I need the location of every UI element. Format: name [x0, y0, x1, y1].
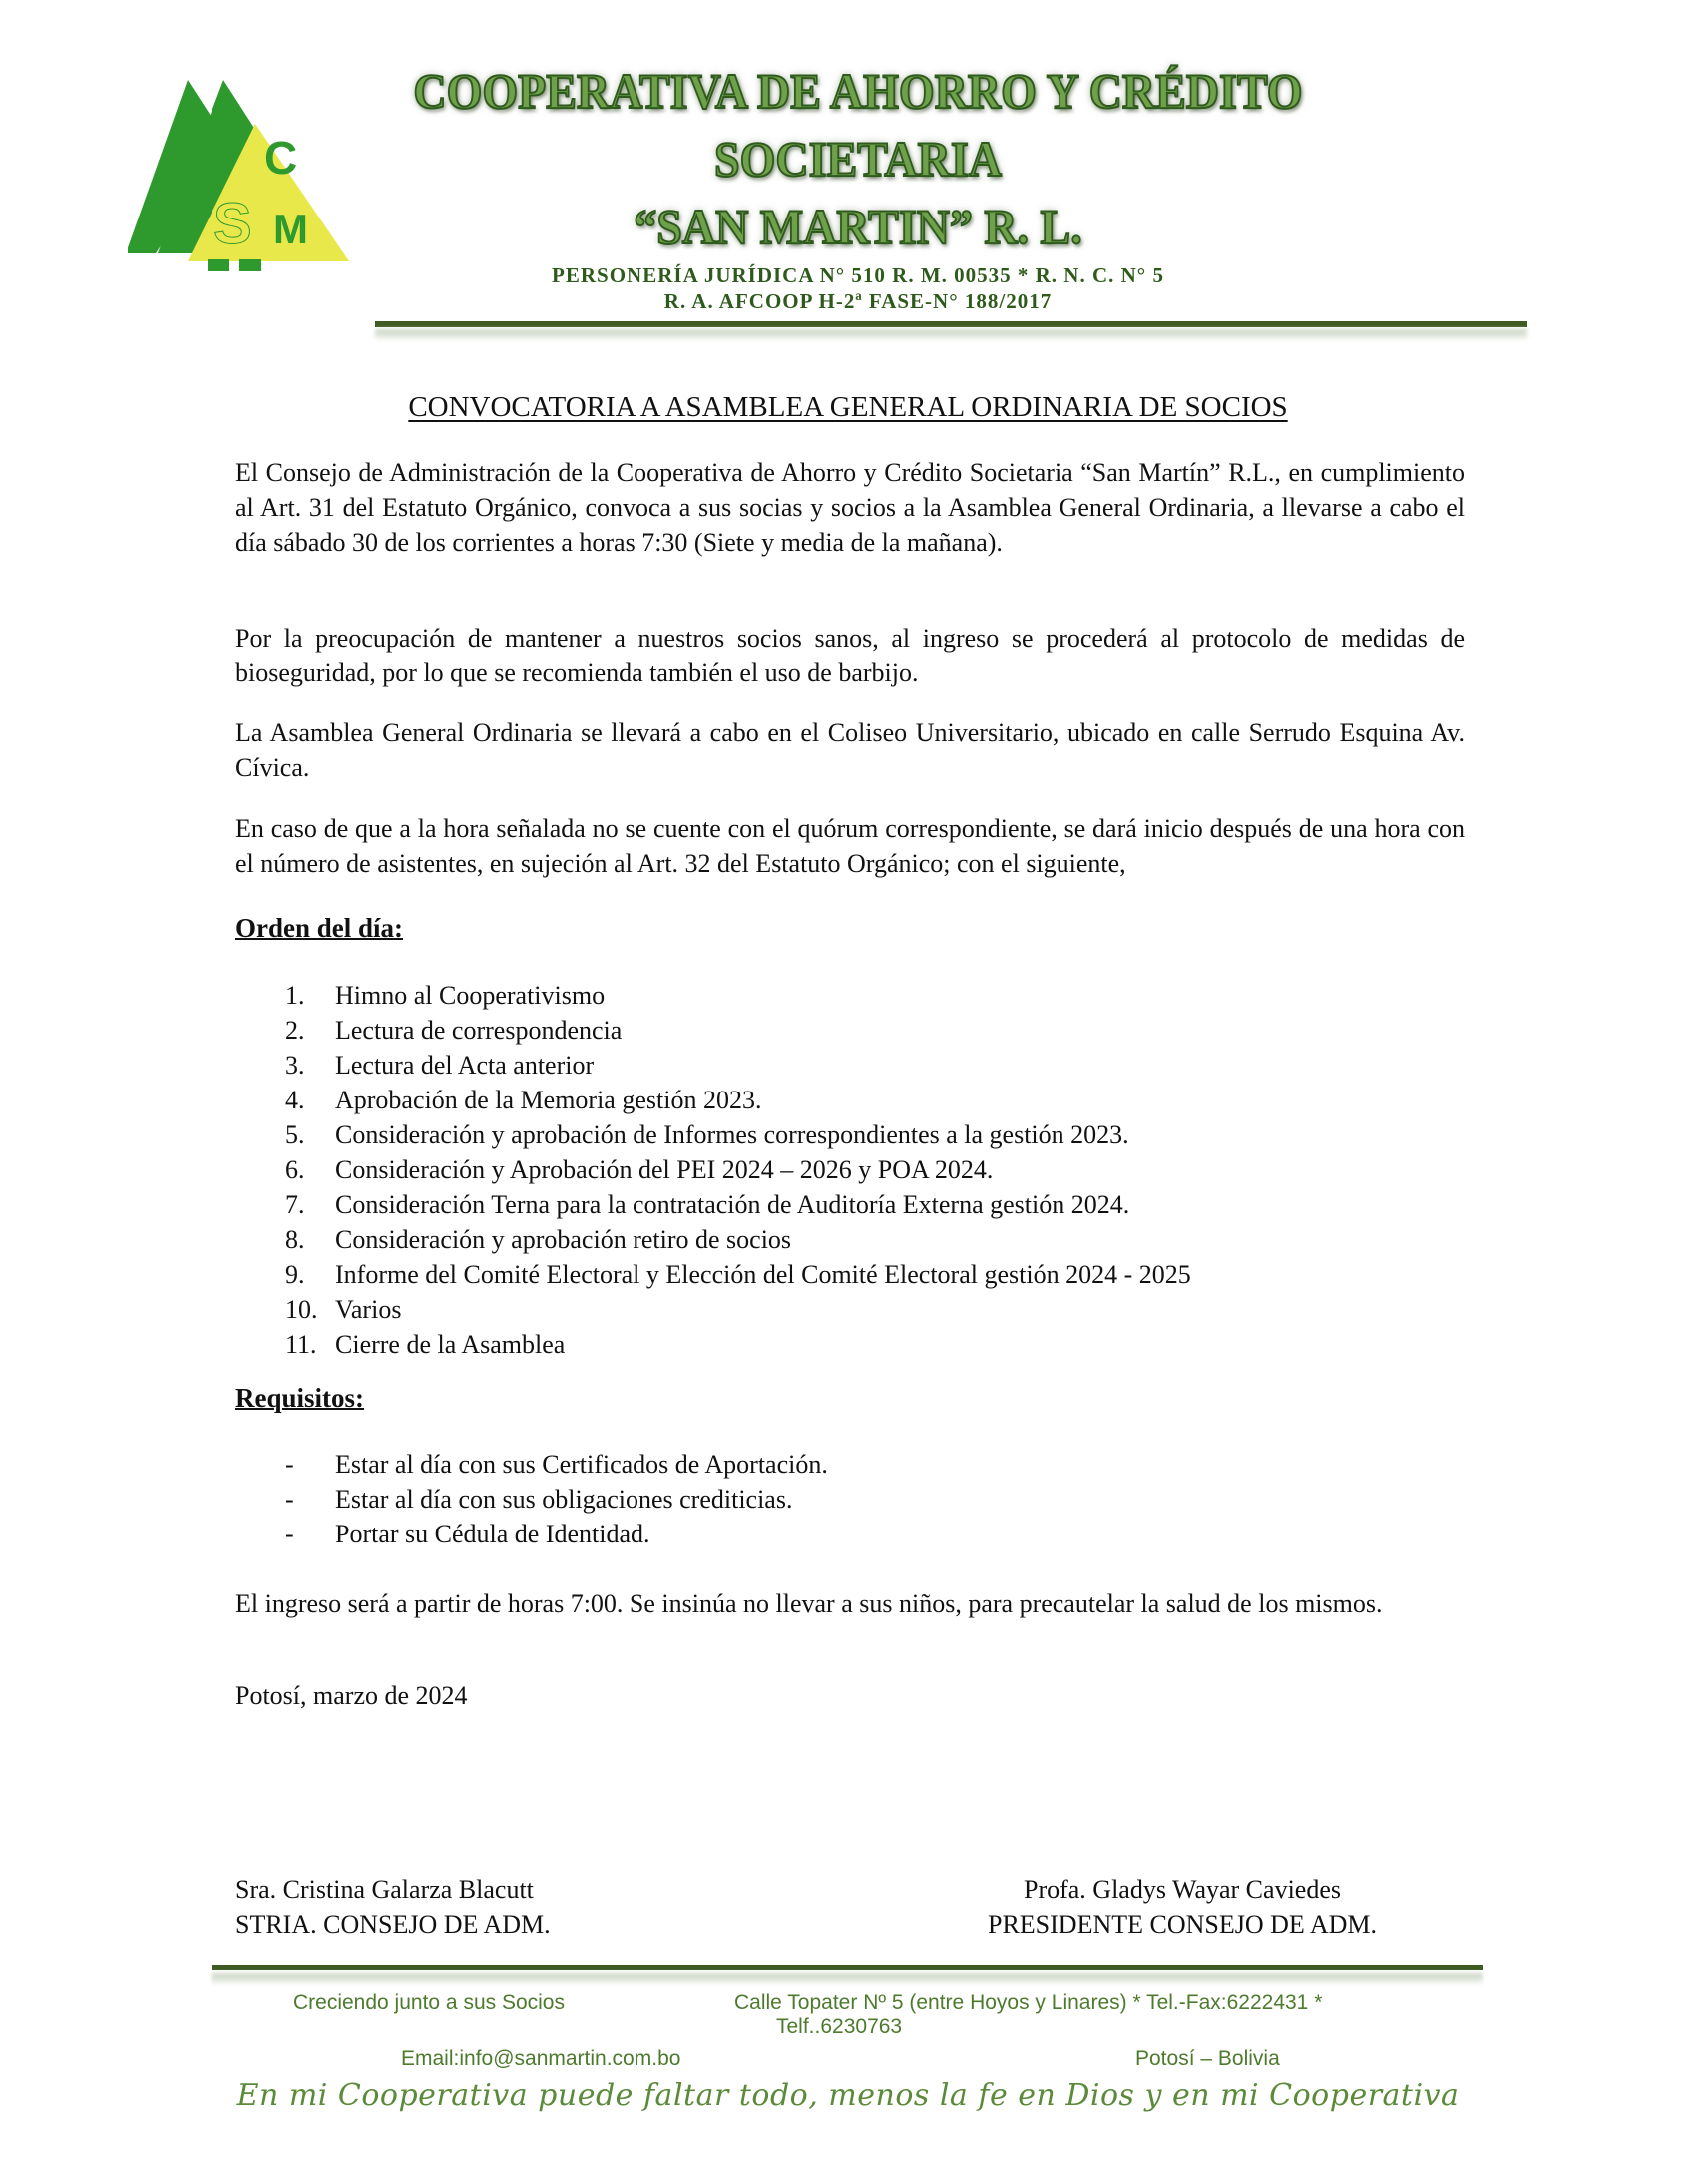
org-title-line1: COOPERATIVA DE AHORRO Y CRÉDITO — [413, 63, 1303, 119]
footer-motto: En mi Cooperativa puede faltar todo, menos la fe en Dios y en mi Cooperativa — [236, 2078, 1460, 2113]
agenda-item-text: Himno al Cooperativismo — [335, 981, 606, 1010]
agenda-heading: Orden del día: — [235, 913, 404, 943]
requirement-item — [235, 1517, 828, 1551]
agenda-item-number: 7. — [285, 1190, 305, 1219]
agenda-item — [235, 1013, 1191, 1048]
header-divider-shadow — [375, 329, 1527, 339]
footer-phone: Telf..6230763 — [776, 2015, 903, 2038]
agenda-item-number: 5. — [285, 1120, 305, 1149]
header-divider — [375, 321, 1527, 327]
svg-text:S: S — [213, 192, 252, 256]
agenda-item-number: 8. — [285, 1225, 305, 1254]
agenda-item — [235, 1187, 1191, 1222]
document-title: CONVOCATORIA A ASAMBLEA GENERAL ORDINARIA DE SOCIOS — [408, 391, 1288, 423]
agenda-item — [235, 1327, 1191, 1362]
org-title-line3: “SAN MARTIN” R. L. — [634, 199, 1082, 254]
footer-divider — [212, 1965, 1483, 1970]
agenda-item-text: Lectura del Acta anterior — [335, 1051, 595, 1080]
signature-secretary — [235, 1872, 551, 1942]
requirements-heading: Requisitos: — [235, 1383, 365, 1413]
agenda-item-number: 1. — [285, 981, 305, 1010]
agenda-item — [235, 1257, 1191, 1292]
agenda-item-text: Consideración Terna para la contratación de Auditoría Externa gestión 2024. — [335, 1190, 1130, 1219]
agenda-item — [235, 1048, 1191, 1083]
agenda-item-text: Cierre de la Asamblea — [335, 1330, 566, 1359]
requirement-text: Estar al día con sus obligaciones crediticias. — [335, 1485, 793, 1514]
footer-city: Potosí – Bolivia — [1135, 2047, 1280, 2070]
place-date: Potosí, marzo de 2024 — [235, 1681, 468, 1710]
agenda-item-number: 3. — [285, 1051, 305, 1080]
signatory-name: Sra. Cristina Galarza Blacutt — [235, 1875, 534, 1904]
agenda-item — [235, 1117, 1191, 1152]
requirement-item — [235, 1447, 828, 1482]
footer-email[interactable]: Email:info@sanmartin.com.bo — [401, 2047, 681, 2070]
agenda-item-number: 4. — [285, 1086, 305, 1114]
org-title-line2: SOCIETARIA — [713, 131, 1002, 187]
agenda-item-number: 2. — [285, 1016, 305, 1045]
agenda-item — [235, 1152, 1191, 1187]
signatory-role: STRIA. CONSEJO DE ADM. — [235, 1910, 551, 1939]
dash-bullet-icon: - — [285, 1485, 294, 1514]
svg-text:M: M — [273, 206, 308, 252]
agenda-item-text: Consideración y aprobación retiro de socios — [335, 1225, 792, 1254]
footer-slogan: Creciendo junto a sus Socios — [293, 1991, 565, 2014]
svg-text:C: C — [264, 132, 298, 184]
agenda-item-text: Aprobación de la Memoria gestión 2023. — [335, 1086, 762, 1114]
paragraph-convocation: El Consejo de Administración de la Cooperativa de Ahorro y Crédito Societaria “San Martín” R.L., en cumplimiento al Art. 31 del Estatuto Orgánico, convoca a sus socias y socios a la Asamblea General Ordinaria, a llevarse a cabo el día sábado 30 de los corrientes a horas 7:30 (Siete y media de la mañana). — [235, 458, 1465, 557]
agenda-item — [235, 1222, 1191, 1257]
footer-divider-shadow — [212, 1973, 1483, 1983]
pine-tree-logo-icon — [128, 64, 355, 271]
agenda-item-number: 9. — [285, 1260, 305, 1289]
agenda-item-number: 10. — [285, 1295, 318, 1324]
paragraph-biosecurity: Por la preocupación de mantener a nuestros socios sanos, al ingreso se procederá al protocolo de medidas de bioseguridad, por lo que se recomienda también el uso de barbijo. — [235, 624, 1465, 687]
dash-bullet-icon: - — [285, 1520, 294, 1548]
signatory-role: PRESIDENTE CONSEJO DE ADM. — [987, 1910, 1378, 1939]
paragraph-venue: La Asamblea General Ordinaria se llevará a cabo en el Coliseo Universitario, ubicado en calle Serrudo Esquina Av. Cívica. — [235, 718, 1465, 782]
requirement-text: Estar al día con sus Certificados de Aportación. — [335, 1450, 828, 1479]
requirement-text: Portar su Cédula de Identidad. — [335, 1520, 650, 1548]
agenda-item — [235, 1083, 1191, 1117]
paragraph-entry-time: El ingreso será a partir de horas 7:00. Se insinúa no llevar a sus niños, para precautelar la salud de los mismos. — [235, 1589, 1383, 1618]
agenda-item-number: 6. — [285, 1155, 305, 1184]
agenda-list — [235, 978, 1191, 1362]
agenda-item-text: Lectura de correspondencia — [335, 1016, 623, 1045]
signature-president — [938, 1872, 1427, 1942]
agenda-item — [235, 1292, 1191, 1327]
agenda-item-text: Consideración y aprobación de Informes correspondientes a la gestión 2023. — [335, 1120, 1129, 1149]
footer-address: Calle Topater Nº 5 (entre Hoyos y Linares) * Tel.-Fax:6222431 * — [734, 1991, 1323, 2014]
agenda-item-text: Informe del Comité Electoral y Elección del Comité Electoral gestión 2024 - 2025 — [335, 1260, 1191, 1289]
paragraph-quorum: En caso de que a la hora señalada no se cuente con el quórum correspondiente, se dará inicio después de una hora con el número de asistentes, en sujeción al Art. 32 del Estatuto Orgánico; con el siguiente, — [235, 814, 1465, 878]
agenda-item-text: Consideración y Aprobación del PEI 2024 – 2026 y POA 2024. — [335, 1155, 994, 1184]
signatory-name: Profa. Gladys Wayar Caviedes — [1023, 1875, 1341, 1904]
agenda-item-text: Varios — [335, 1295, 402, 1324]
dash-bullet-icon: - — [285, 1450, 294, 1479]
registration-line1: PERSONERÍA JURÍDICA N° 510 R. M. 00535 * R. N. C. N° 5 — [552, 263, 1164, 287]
requirements-list — [235, 1447, 828, 1551]
requirement-item — [235, 1482, 828, 1517]
csm-logo-icon — [128, 64, 355, 271]
registration-line2: R. A. AFCOOP H-2ª FASE-N° 188/2017 — [663, 289, 1053, 313]
agenda-item — [235, 978, 1191, 1013]
agenda-item-number: 11. — [285, 1330, 317, 1359]
